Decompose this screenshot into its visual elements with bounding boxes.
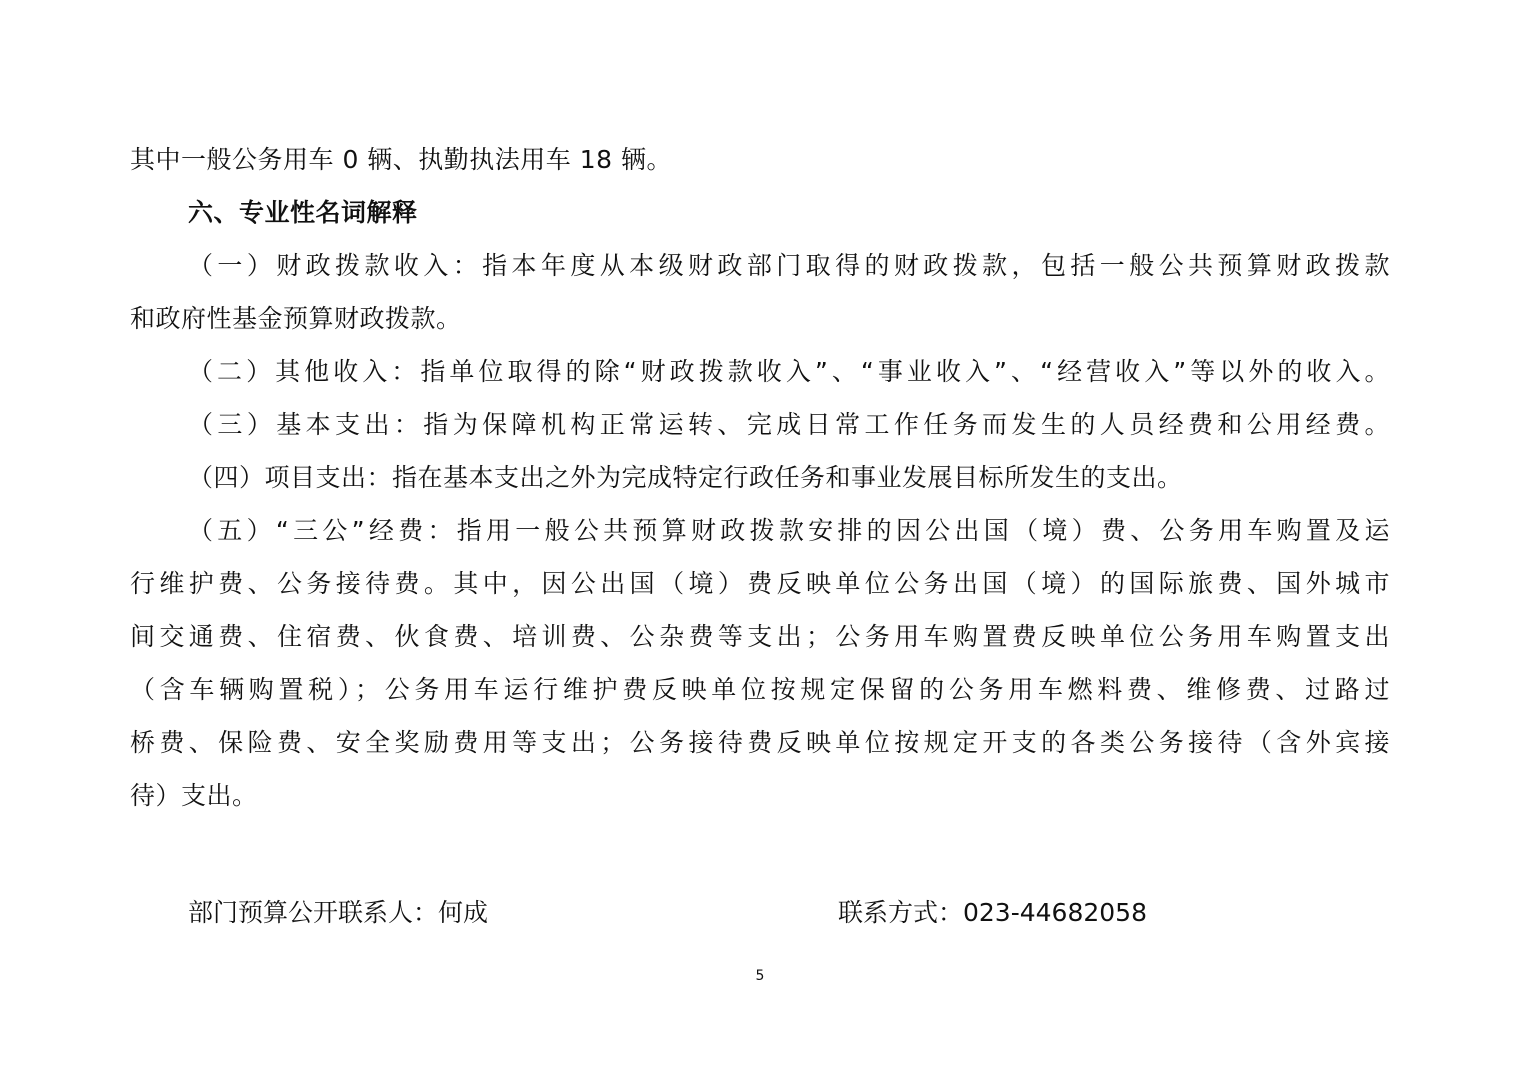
page-number: 5	[755, 968, 765, 984]
section-heading: 六、专业性名词解释	[188, 198, 418, 227]
paragraph-line: 和政府性基金预算财政拨款。	[130, 304, 462, 333]
contact-row	[0, 886, 1520, 939]
paragraph-line: 桥费、保险费、安全奖励费用等支出；公务接待费反映单位按规定开支的各类公务接待（含外宾接	[130, 728, 1390, 757]
paragraph-line: （一）财政拨款收入：指本年度从本级财政部门取得的财政拨款，包括一般公共预算财政拨款	[188, 251, 1390, 280]
paragraph-line: （二）其他收入：指单位取得的除“财政拨款收入”、“事业收入”、“经营收入”等以外的收入。	[188, 357, 1390, 386]
paragraph-line: 行维护费、公务接待费。其中，因公出国（境）费反映单位公务出国（境）的国际旅费、国外城市	[130, 569, 1390, 598]
document-body	[130, 133, 1390, 822]
paragraph-line: 间交通费、住宿费、伙食费、培训费、公杂费等支出；公务用车购置费反映单位公务用车购置支出	[130, 622, 1390, 651]
paragraph-line: 其中一般公务用车 0 辆、执勤执法用车 18 辆。	[130, 145, 673, 174]
contact-phone: 联系方式：023-44682058	[838, 898, 1147, 927]
paragraph-line: （含车辆购置税）；公务用车运行维护费反映单位按规定保留的公务用车燃料费、维修费、过路过	[130, 675, 1390, 704]
paragraph-line: （五）“三公”经费：指用一般公共预算财政拨款安排的因公出国（境）费、公务用车购置及运	[188, 516, 1390, 545]
paragraph-line: 待）支出。	[130, 781, 258, 810]
paragraph-line: （三）基本支出：指为保障机构正常运转、完成日常工作任务而发生的人员经费和公用经费。	[188, 410, 1390, 439]
contact-person: 部门预算公开联系人：何成	[188, 898, 489, 927]
paragraph-line: （四）项目支出：指在基本支出之外为完成特定行政任务和事业发展目标所发生的支出。	[188, 463, 1183, 492]
